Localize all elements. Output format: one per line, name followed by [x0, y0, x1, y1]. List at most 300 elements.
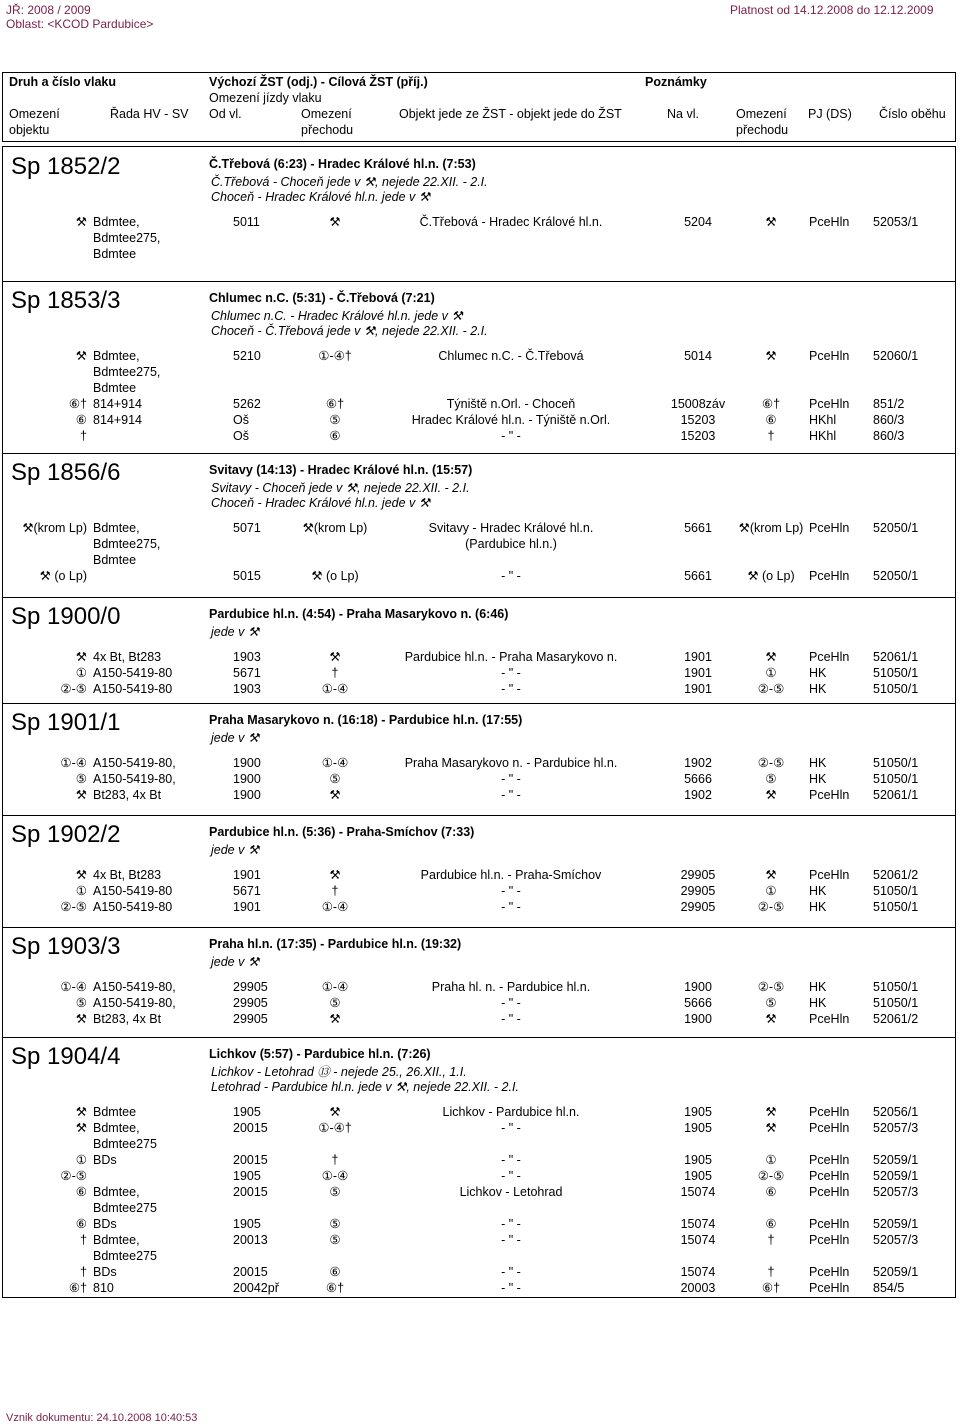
- from-train: 20042př: [233, 1281, 279, 1295]
- transition-restriction-2: ⚒(krom Lp): [738, 521, 804, 535]
- from-train: 5015: [233, 569, 261, 583]
- restriction-note: Choceň - Hradec Králové hl.n. jede v ⚒: [211, 190, 430, 204]
- transition-restriction: ①-④†: [318, 1121, 352, 1135]
- object-route: - " -: [501, 1169, 521, 1183]
- train-number: Sp 1903/3: [11, 933, 121, 960]
- from-train: 1901: [233, 868, 261, 882]
- to-train: 1902: [684, 788, 712, 802]
- transition-restriction-2: ⚒: [765, 650, 777, 664]
- transition-restriction: †: [331, 1153, 339, 1167]
- col-omezeni3: Omezení: [736, 107, 787, 121]
- to-train: 15203: [680, 429, 716, 443]
- transition-restriction: ①-④: [321, 1169, 349, 1183]
- transition-restriction-2: ②-⑤: [757, 900, 785, 914]
- from-train: 5071: [233, 521, 261, 535]
- transition-restriction: ①-④: [321, 900, 349, 914]
- transition-restriction-2: ⚒: [765, 215, 777, 229]
- restriction-note: jede v ⚒: [211, 731, 260, 745]
- depot: PceHln: [809, 1105, 850, 1119]
- depot: PceHln: [809, 349, 850, 363]
- object-route: - " -: [501, 1281, 521, 1295]
- object-restriction: †: [80, 1233, 87, 1247]
- object-restriction: ⑥: [75, 413, 87, 427]
- rotation-number: 52059/1: [873, 1153, 919, 1167]
- from-train: 5262: [233, 397, 261, 411]
- rotation-number: 860/3: [873, 413, 905, 427]
- train-separator: [3, 927, 955, 928]
- transition-restriction: ⑥†: [325, 1281, 345, 1295]
- depot: PceHln: [809, 1185, 850, 1199]
- vehicle-series: 814+914: [93, 397, 143, 411]
- depot: PceHln: [809, 1217, 850, 1231]
- from-train: 1900: [233, 788, 261, 802]
- vehicle-series: 4x Bt, Bt283: [93, 650, 162, 664]
- transition-restriction: ①-④: [321, 980, 349, 994]
- transition-restriction-2: ⑤: [765, 772, 777, 786]
- object-restriction: ①: [75, 884, 87, 898]
- object-restriction: ⑥†: [68, 397, 87, 411]
- vehicle-series: Bdmtee275,: [93, 537, 161, 551]
- vehicle-series: BDs: [93, 1153, 117, 1167]
- vehicle-series: Bdmtee275,: [93, 231, 161, 245]
- train-route: Pardubice hl.n. (4:54) - Praha Masarykovo n. (6:46): [209, 607, 509, 621]
- from-train: 1900: [233, 772, 261, 786]
- transition-restriction: ⑤: [329, 772, 341, 786]
- rotation-number: 52050/1: [873, 521, 919, 535]
- object-restriction: ②-⑤: [60, 900, 87, 914]
- vehicle-series: Bdmtee,: [93, 215, 140, 229]
- vehicle-series: Bdmtee: [93, 1105, 137, 1119]
- train-route: Pardubice hl.n. (5:36) - Praha-Smíchov (7:33): [209, 825, 475, 839]
- depot: PceHln: [809, 569, 850, 583]
- train-separator: [3, 597, 955, 598]
- depot: HK: [809, 980, 827, 994]
- vehicle-series: Bdmtee: [93, 553, 137, 567]
- rotation-number: 51050/1: [873, 980, 919, 994]
- train-separator: [3, 453, 955, 454]
- vehicle-series: A150-5419-80,: [93, 996, 176, 1010]
- rotation-number: 854/5: [873, 1281, 905, 1295]
- object-restriction: ⚒: [75, 349, 87, 363]
- transition-restriction: ⚒: [329, 215, 341, 229]
- object-route: Svitavy - Hradec Králové hl.n.: [428, 521, 594, 535]
- object-route: Pardubice hl.n. - Praha-Smíchov: [420, 868, 602, 882]
- object-route: (Pardubice hl.n.): [465, 537, 557, 551]
- from-train: 5011: [233, 215, 260, 229]
- document-created: Vznik dokumentu: 24.10.2008 10:40:53: [6, 1412, 198, 1424]
- object-restriction: ⑥: [75, 1217, 87, 1231]
- train-route: Praha Masarykovo n. (16:18) - Pardubice hl.n. (17:55): [209, 713, 523, 727]
- object-restriction: ⑥†: [68, 1281, 87, 1295]
- object-route: - " -: [501, 788, 521, 802]
- object-route: Týniště n.Orl. - Choceň: [446, 397, 576, 411]
- depot: HKhl: [809, 413, 837, 427]
- restriction-note: jede v ⚒: [211, 955, 260, 969]
- from-train: 20013: [233, 1233, 268, 1247]
- col-omezeni: Omezení: [9, 107, 60, 121]
- depot: HK: [809, 884, 827, 898]
- to-train: 5014: [684, 349, 712, 363]
- object-route: - " -: [501, 682, 521, 696]
- from-train: 5210: [233, 349, 261, 363]
- to-train: 5661: [684, 521, 712, 535]
- transition-restriction: ①-④†: [318, 349, 352, 363]
- object-route: Praha hl. n. - Pardubice hl.n.: [431, 980, 591, 994]
- train-separator: [3, 703, 955, 704]
- transition-restriction-2: ②-⑤: [757, 980, 785, 994]
- vehicle-series: Bdmtee275: [93, 1137, 157, 1151]
- depot: HK: [809, 682, 827, 696]
- transition-restriction: ⚒: [329, 868, 341, 882]
- col-omezeni2: Omezení: [301, 107, 352, 121]
- vehicle-series: A150-5419-80: [93, 900, 173, 914]
- vehicle-series: Bdmtee: [93, 381, 137, 395]
- object-restriction: ⚒: [75, 868, 87, 882]
- restriction-note: jede v ⚒: [211, 843, 260, 857]
- to-train: 5666: [684, 996, 712, 1010]
- to-train: 1902: [684, 756, 712, 770]
- train-separator: [3, 281, 955, 282]
- to-train: 1905: [684, 1121, 712, 1135]
- to-train: 15074: [680, 1217, 716, 1231]
- vehicle-series: Bdmtee275: [93, 1249, 157, 1263]
- trains-table: [2, 146, 956, 1298]
- rotation-number: 51050/1: [873, 682, 919, 696]
- object-route: - " -: [501, 1217, 521, 1231]
- depot: PceHln: [809, 397, 850, 411]
- transition-restriction-2: ⑥: [765, 1217, 777, 1231]
- timetable-year: JŘ: 2008 / 2009: [6, 3, 91, 17]
- object-restriction: ①: [75, 666, 87, 680]
- transition-restriction: ⚒: [329, 1012, 341, 1026]
- transition-restriction: ⚒(krom Lp): [302, 521, 368, 535]
- from-train: 1900: [233, 756, 261, 770]
- vehicle-series: Bdmtee275: [93, 1201, 157, 1215]
- object-restriction: ⚒ (o Lp): [39, 569, 87, 583]
- depot: PceHln: [809, 1121, 850, 1135]
- object-route: - " -: [501, 569, 521, 583]
- to-train: 15074: [680, 1233, 716, 1247]
- transition-restriction: ⑥†: [325, 397, 345, 411]
- rotation-number: 52060/1: [873, 349, 919, 363]
- object-route: Hradec Králové hl.n. - Týniště n.Orl.: [411, 413, 611, 427]
- vehicle-series: BDs: [93, 1265, 117, 1279]
- depot: HK: [809, 996, 827, 1010]
- to-train: 29905: [680, 868, 716, 882]
- object-restriction: ①-④: [60, 756, 87, 770]
- vehicle-series: Bdmtee,: [93, 1185, 140, 1199]
- to-train: 15203: [680, 413, 716, 427]
- rotation-number: 51050/1: [873, 900, 919, 914]
- transition-restriction-2: †: [767, 1233, 775, 1247]
- depot: PceHln: [809, 1153, 850, 1167]
- depot: PceHln: [809, 788, 850, 802]
- object-restriction: ⚒: [75, 1105, 87, 1119]
- col-druh: Druh a číslo vlaku: [9, 75, 116, 89]
- object-restriction: ⚒(krom Lp): [22, 521, 87, 535]
- transition-restriction-2: ⚒ (o Lp): [747, 569, 795, 583]
- transition-restriction: ①-④: [321, 756, 349, 770]
- depot: HK: [809, 756, 827, 770]
- vehicle-series: 810: [93, 1281, 114, 1295]
- object-route: Praha Masarykovo n. - Pardubice hl.n.: [404, 756, 618, 770]
- object-route: - " -: [501, 1121, 521, 1135]
- to-train: 5666: [684, 772, 712, 786]
- object-route: - " -: [501, 1153, 521, 1167]
- to-train: 1905: [684, 1153, 712, 1167]
- from-train: 29905: [233, 980, 268, 994]
- object-restriction: ⑤: [75, 772, 87, 786]
- rotation-number: 860/3: [873, 429, 905, 443]
- vehicle-series: 4x Bt, Bt283: [93, 868, 162, 882]
- object-route: Č.Třebová - Hradec Králové hl.n.: [419, 215, 603, 229]
- transition-restriction-2: ②-⑤: [757, 1169, 785, 1183]
- train-route: Svitavy (14:13) - Hradec Králové hl.n. (15:57): [209, 463, 473, 477]
- object-route: - " -: [501, 884, 521, 898]
- transition-restriction-2: ⑤: [765, 996, 777, 1010]
- depot: PceHln: [809, 1169, 850, 1183]
- object-route: - " -: [501, 996, 521, 1010]
- to-train: 5661: [684, 569, 712, 583]
- transition-restriction-2: ⚒: [765, 868, 777, 882]
- vehicle-series: Bdmtee: [93, 247, 137, 261]
- transition-restriction-2: †: [767, 429, 775, 443]
- transition-restriction: †: [331, 666, 339, 680]
- object-restriction: ⚒: [75, 215, 87, 229]
- vehicle-series: Bdmtee,: [93, 349, 140, 363]
- transition-restriction-2: ⚒: [765, 1012, 777, 1026]
- from-train: 20015: [233, 1153, 268, 1167]
- train-number: Sp 1902/2: [11, 821, 121, 848]
- train-number: Sp 1856/6: [11, 459, 121, 486]
- to-train: 1905: [684, 1169, 712, 1183]
- object-restriction: ⚒: [75, 1121, 87, 1135]
- train-number: Sp 1901/1: [11, 709, 121, 736]
- vehicle-series: Bdmtee,: [93, 1121, 140, 1135]
- object-restriction: ⑤: [75, 996, 87, 1010]
- to-train: 15074: [680, 1185, 716, 1199]
- transition-restriction-2: ⚒: [765, 1121, 777, 1135]
- col-cislo: Číslo oběhu: [879, 107, 946, 121]
- depot: PceHln: [809, 215, 850, 229]
- depot: HK: [809, 666, 827, 680]
- col-odvl: Od vl.: [209, 107, 242, 121]
- vehicle-series: Bdmtee275,: [93, 365, 161, 379]
- col-poznamky: Poznámky: [645, 75, 707, 89]
- transition-restriction-2: ⑥†: [761, 1281, 781, 1295]
- depot: PceHln: [809, 1265, 850, 1279]
- object-restriction: ⚒: [75, 1012, 87, 1026]
- object-route: - " -: [501, 1012, 521, 1026]
- transition-restriction-2: ②-⑤: [757, 756, 785, 770]
- depot: PceHln: [809, 650, 850, 664]
- vehicle-series: Bt283, 4x Bt: [93, 1012, 162, 1026]
- transition-restriction: ⑤: [329, 1217, 341, 1231]
- object-route: - " -: [501, 900, 521, 914]
- object-route: Chlumec n.C. - Č.Třebová: [438, 349, 584, 363]
- object-route: - " -: [501, 1233, 521, 1247]
- col-prechodu2: přechodu: [736, 123, 789, 137]
- object-restriction: ①-④: [60, 980, 87, 994]
- rotation-number: 52057/3: [873, 1185, 919, 1199]
- object-restriction: ②-⑤: [60, 682, 87, 696]
- restriction-note: Lichkov - Letohrad ⑬ - nejede 25., 26.XII., 1.I.: [211, 1065, 467, 1079]
- rotation-number: 51050/1: [873, 772, 919, 786]
- rotation-number: 851/2: [873, 397, 905, 411]
- object-route: Lichkov - Letohrad: [459, 1185, 563, 1199]
- to-train: 5204: [684, 215, 712, 229]
- vehicle-series: A150-5419-80: [93, 682, 173, 696]
- restriction-note: Č.Třebová - Choceň jede v ⚒, nejede 22.XII. - 2.I.: [211, 175, 488, 189]
- to-train: 1901: [684, 666, 712, 680]
- rotation-number: 52050/1: [873, 569, 919, 583]
- object-route: Pardubice hl.n. - Praha Masarykovo n.: [404, 650, 618, 664]
- transition-restriction-2: ②-⑤: [757, 682, 785, 696]
- from-train: 20015: [233, 1185, 268, 1199]
- transition-restriction: ①-④: [321, 682, 349, 696]
- restriction-note: jede v ⚒: [211, 625, 260, 639]
- vehicle-series: A150-5419-80,: [93, 980, 176, 994]
- object-restriction: †: [80, 1265, 87, 1279]
- transition-restriction: ⑤: [329, 1233, 341, 1247]
- to-train: 29905: [680, 900, 716, 914]
- transition-restriction-2: ⚒: [765, 1105, 777, 1119]
- transition-restriction-2: ①: [765, 1153, 777, 1167]
- from-train: 20015: [233, 1121, 268, 1135]
- vehicle-series: Bdmtee,: [93, 1233, 140, 1247]
- restriction-note: Svitavy - Choceň jede v ⚒, nejede 22.XII. - 2.I.: [211, 481, 470, 495]
- transition-restriction-2: ⚒: [765, 788, 777, 802]
- depot: PceHln: [809, 1012, 850, 1026]
- rotation-number: 51050/1: [873, 756, 919, 770]
- vehicle-series: A150-5419-80,: [93, 772, 176, 786]
- train-number: Sp 1853/3: [11, 287, 121, 314]
- col-prechodu: přechodu: [301, 123, 354, 137]
- from-train: 29905: [233, 1012, 268, 1026]
- to-train: 1905: [684, 1105, 712, 1119]
- from-train: 5671: [233, 884, 261, 898]
- from-train: 1905: [233, 1169, 261, 1183]
- to-train: 29905: [680, 884, 716, 898]
- transition-restriction-2: ①: [765, 666, 777, 680]
- object-route: - " -: [501, 772, 521, 786]
- col-omezeni-jizdy: Omezení jízdy vlaku: [209, 91, 322, 105]
- transition-restriction: ⚒: [329, 1105, 341, 1119]
- vehicle-series: Bt283, 4x Bt: [93, 788, 162, 802]
- to-train: 20003: [680, 1281, 716, 1295]
- from-train: 1903: [233, 682, 261, 696]
- restriction-note: Choceň - Hradec Králové hl.n. jede v ⚒: [211, 496, 430, 510]
- restriction-note: Letohrad - Pardubice hl.n. jede v ⚒, nejede 22.XII. - 2.I.: [211, 1080, 519, 1094]
- transition-restriction: ⑤: [329, 996, 341, 1010]
- col-objekt: Objekt jede ze ŽST - objekt jede do ŽST: [399, 107, 622, 121]
- col-rada: Řada HV - SV: [110, 107, 189, 121]
- transition-restriction-2: ⑥: [765, 413, 777, 427]
- validity-text: Platnost od 14.12.2008 do 12.12.2009: [730, 3, 934, 17]
- to-train: 15008záv: [670, 397, 726, 411]
- from-train: 1905: [233, 1105, 261, 1119]
- object-restriction: ⚒: [75, 788, 87, 802]
- to-train: 1901: [684, 650, 712, 664]
- rotation-number: 52059/1: [873, 1169, 919, 1183]
- depot: PceHln: [809, 521, 850, 535]
- transition-restriction-2: ①: [765, 884, 777, 898]
- depot: HK: [809, 900, 827, 914]
- vehicle-series: BDs: [93, 1217, 117, 1231]
- vehicle-series: A150-5419-80: [93, 666, 173, 680]
- restriction-note: Chlumec n.C. - Hradec Králové hl.n. jede v ⚒: [211, 309, 463, 323]
- from-train: 1903: [233, 650, 261, 664]
- col-vychozi: Výchozí ŽST (odj.) - Cílová ŽST (příj.): [209, 75, 428, 89]
- from-train: 20015: [233, 1265, 268, 1279]
- transition-restriction: ⚒: [329, 788, 341, 802]
- transition-restriction: ⚒ (o Lp): [311, 569, 359, 583]
- transition-restriction: ⑤: [329, 413, 341, 427]
- train-separator: [3, 1037, 955, 1038]
- to-train: 1901: [684, 682, 712, 696]
- depot: HK: [809, 772, 827, 786]
- train-separator: [3, 815, 955, 816]
- vehicle-series: Bdmtee,: [93, 521, 140, 535]
- transition-restriction: †: [331, 884, 339, 898]
- rotation-number: 52059/1: [873, 1217, 919, 1231]
- rotation-number: 51050/1: [873, 996, 919, 1010]
- col-objektu: objektu: [9, 123, 50, 137]
- to-train: 1900: [684, 980, 712, 994]
- object-restriction: ①: [75, 1153, 87, 1167]
- vehicle-series: A150-5419-80,: [93, 756, 176, 770]
- to-train: 1900: [684, 1012, 712, 1026]
- train-number: Sp 1852/2: [11, 153, 121, 180]
- from-train: 1901: [233, 900, 261, 914]
- object-restriction: †: [80, 429, 87, 443]
- train-number: Sp 1900/0: [11, 603, 121, 630]
- col-navl: Na vl.: [667, 107, 699, 121]
- from-train: Oš: [233, 429, 249, 443]
- restriction-note: Choceň - Č.Třebová jede v ⚒, nejede 22.XII. - 2.I.: [211, 324, 488, 338]
- to-train: 15074: [680, 1265, 716, 1279]
- transition-restriction-2: ⑥: [765, 1185, 777, 1199]
- from-train: 5671: [233, 666, 261, 680]
- from-train: 1905: [233, 1217, 261, 1231]
- rotation-number: 51050/1: [873, 666, 919, 680]
- transition-restriction-2: ⑥†: [761, 397, 781, 411]
- from-train: Oš: [233, 413, 249, 427]
- transition-restriction: ⑥: [329, 429, 341, 443]
- transition-restriction: ⑤: [329, 1185, 341, 1199]
- vehicle-series: 814+914: [93, 413, 143, 427]
- transition-restriction: ⚒: [329, 650, 341, 664]
- train-route: Č.Třebová (6:23) - Hradec Králové hl.n. (7:53): [209, 157, 476, 171]
- rotation-number: 51050/1: [873, 884, 919, 898]
- area-name: Oblast: <KCOD Pardubice>: [6, 17, 154, 31]
- transition-restriction-2: ⚒: [765, 349, 777, 363]
- transition-restriction: ⑥: [329, 1265, 341, 1279]
- object-route: - " -: [501, 1265, 521, 1279]
- depot: PceHln: [809, 868, 850, 882]
- object-route: Lichkov - Pardubice hl.n.: [442, 1105, 580, 1119]
- column-header: [2, 72, 956, 142]
- object-route: - " -: [501, 429, 521, 443]
- depot: HKhl: [809, 429, 837, 443]
- train-number: Sp 1904/4: [11, 1043, 121, 1070]
- rotation-number: 52057/3: [873, 1121, 919, 1135]
- page-header-left: [6, 3, 153, 31]
- rotation-number: 52057/3: [873, 1233, 919, 1247]
- train-route: Lichkov (5:57) - Pardubice hl.n. (7:26): [209, 1047, 431, 1061]
- col-pj: PJ (DS): [808, 107, 852, 121]
- object-restriction: ⚒: [75, 650, 87, 664]
